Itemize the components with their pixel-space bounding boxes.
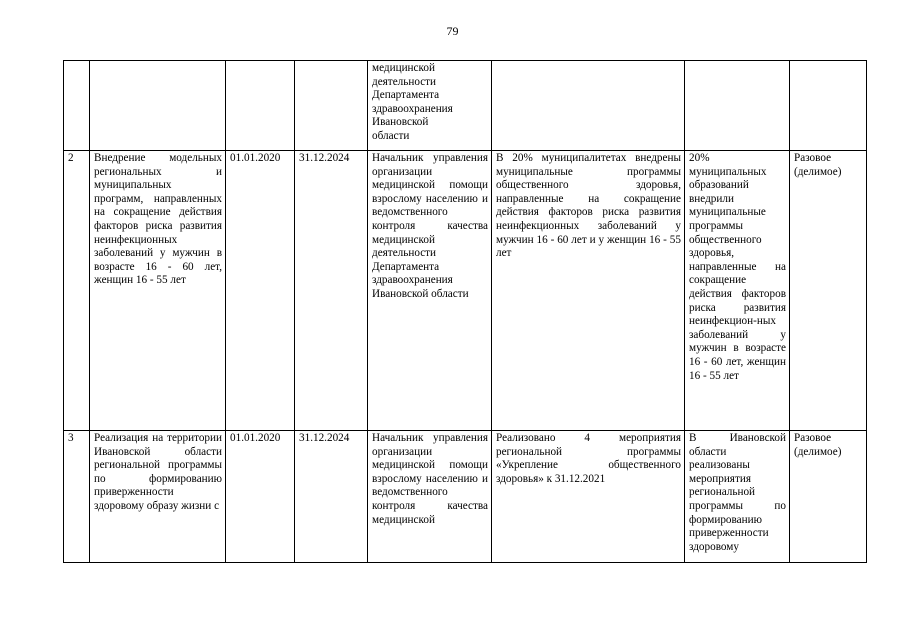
cell-responsible: Начальник управления организации медицинской помощи взрослому населению и ведомственного контроля качества медицинской: [368, 431, 492, 563]
cell-type: [790, 61, 867, 151]
cell-num: [64, 61, 90, 151]
table-row: [64, 431, 867, 563]
activity-table: [63, 60, 867, 563]
cell-type: Разовое (делимое): [790, 151, 867, 431]
cell-type: Разовое (делимое): [790, 431, 867, 563]
cell-start: 01.01.2020: [226, 431, 295, 563]
cell-end: 31.12.2024: [295, 431, 368, 563]
cell-event: Реализация на территории Ивановской области региональной программы по формированию приверженности здоровому образу жизни с: [90, 431, 226, 563]
cell-responsible: медицинской деятельности Департамента здравоохранения Ивановской области: [368, 61, 492, 151]
page-number: 79: [446, 24, 459, 38]
cell-end: 31.12.2024: [295, 151, 368, 431]
cell-start: 01.01.2020: [226, 151, 295, 431]
cell-result: [492, 61, 685, 151]
table-row-continuation: [64, 61, 867, 151]
cell-start: [226, 61, 295, 151]
cell-end: [295, 61, 368, 151]
cell-num: 2: [64, 151, 90, 431]
cell-num: 3: [64, 431, 90, 563]
cell-indicator: 20% муниципальных образований внедрили муниципальные программы общественного здоровья, направленные на сокращение действия факторов риска развития неинфекцион-ных заболеваний у мужчин в возрасте 16 - 60 лет, женщин 16 - 55 лет: [685, 151, 790, 431]
cell-indicator: В Ивановской области реализованы мероприятия региональной программы по формированию приверженности здоровому: [685, 431, 790, 563]
cell-indicator: [685, 61, 790, 151]
cell-responsible: Начальник управления организации медицинской помощи взрослому населению и ведомственного контроля качества медицинской деятельности Департамента здравоохранения Ивановской области: [368, 151, 492, 431]
table-row: [64, 151, 867, 431]
cell-event: Внедрение модельных региональных и муниципальных программ, направленных на сокращение действия факторов риска развития неинфекционных заболеваний у мужчин в возрасте 16 - 60 лет, женщин 16 - 55 лет: [90, 151, 226, 431]
cell-event: [90, 61, 226, 151]
cell-result: Реализовано 4 мероприятия региональной программы «Укрепление общественного здоровья» к 31.12.2021: [492, 431, 685, 563]
cell-result: В 20% муниципалитетах внедрены муниципальные программы общественного здоровья, направленные на сокращение действия факторов риска развития неинфекционных заболеваний у мужчин 16 - 60 лет и у женщин 16 - 55 лет: [492, 151, 685, 431]
